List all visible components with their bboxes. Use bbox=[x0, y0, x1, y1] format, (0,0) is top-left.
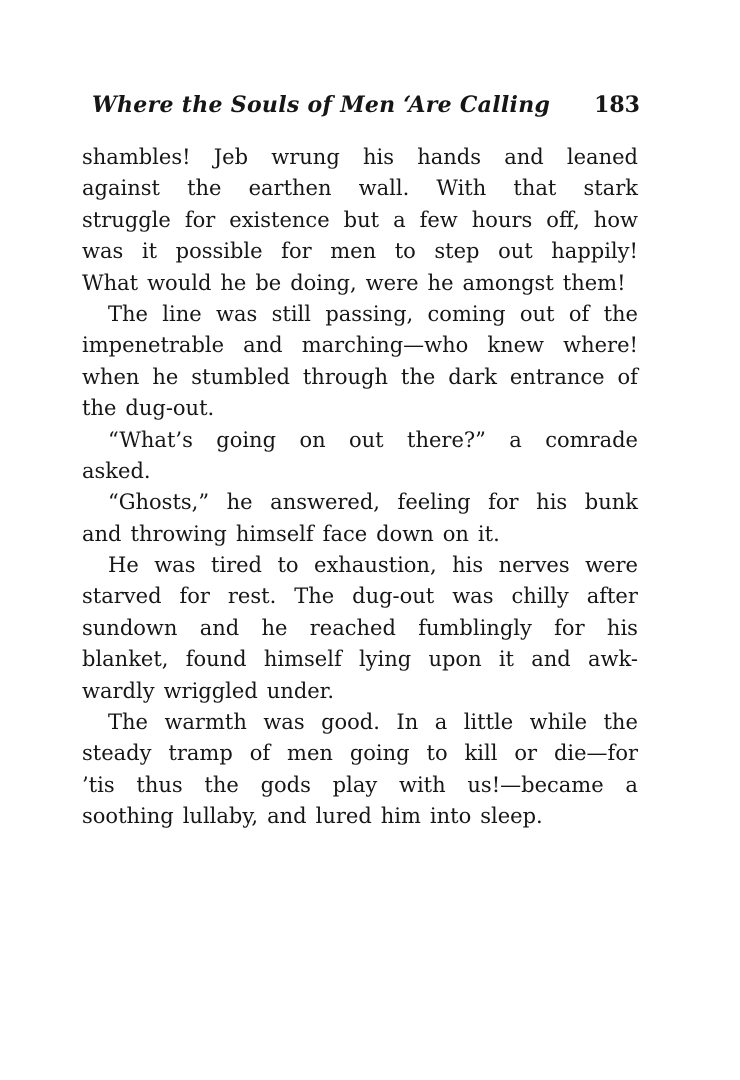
word: happily! bbox=[551, 239, 638, 264]
text-line bbox=[82, 707, 638, 738]
text-line bbox=[82, 738, 638, 769]
word: knew bbox=[487, 333, 545, 358]
word: amongst bbox=[462, 270, 554, 295]
word: it bbox=[498, 647, 514, 672]
word: going bbox=[216, 427, 277, 452]
word: stark bbox=[583, 176, 638, 201]
word: a bbox=[509, 427, 522, 452]
word: struggle bbox=[82, 207, 171, 232]
word: for bbox=[281, 239, 312, 264]
word: off, bbox=[546, 207, 580, 232]
word: the bbox=[187, 176, 222, 201]
word: What bbox=[82, 270, 139, 295]
word: step bbox=[434, 239, 480, 264]
word: was bbox=[263, 710, 305, 735]
word: of bbox=[249, 741, 271, 766]
word: impenetrable bbox=[82, 333, 225, 358]
word: down bbox=[376, 521, 434, 546]
word: passing, bbox=[325, 301, 414, 326]
word: face bbox=[322, 521, 368, 546]
word: nerves bbox=[498, 553, 570, 578]
word: throwing bbox=[130, 521, 227, 546]
word: “Ghosts,” bbox=[108, 490, 210, 515]
text-line bbox=[82, 770, 638, 801]
word: and bbox=[267, 804, 307, 829]
word: asked. bbox=[82, 458, 151, 483]
word: and bbox=[82, 521, 122, 546]
word: him bbox=[380, 804, 421, 829]
word: while bbox=[529, 710, 588, 735]
word: the bbox=[603, 710, 638, 735]
word: would bbox=[147, 270, 212, 295]
word: the bbox=[400, 364, 436, 389]
text-line bbox=[82, 613, 638, 644]
word: wriggled bbox=[163, 678, 258, 703]
word: leaned bbox=[566, 145, 638, 169]
word: his bbox=[536, 490, 568, 515]
word: warmth bbox=[164, 710, 247, 735]
text-line bbox=[82, 487, 638, 518]
text-line bbox=[82, 299, 638, 330]
word: but bbox=[343, 207, 380, 232]
word: men bbox=[330, 239, 377, 264]
word: he bbox=[261, 615, 288, 640]
word: soothing bbox=[82, 804, 174, 829]
word: a bbox=[434, 710, 448, 735]
word: was bbox=[82, 239, 124, 264]
word: there?” bbox=[407, 427, 486, 452]
word: lullaby, bbox=[182, 804, 259, 829]
word: The bbox=[108, 301, 148, 326]
word: lured bbox=[315, 804, 372, 829]
word: dark bbox=[448, 364, 497, 389]
word: doing, bbox=[290, 270, 357, 295]
word: reached bbox=[309, 615, 396, 640]
word: hands bbox=[417, 145, 481, 169]
word: them! bbox=[562, 270, 626, 295]
word: the bbox=[82, 396, 117, 421]
word: out bbox=[519, 301, 555, 326]
word: The bbox=[294, 584, 335, 609]
word: gods bbox=[260, 772, 311, 797]
word: existence bbox=[229, 207, 330, 232]
word: shambles! bbox=[82, 145, 191, 169]
word: out bbox=[349, 427, 384, 452]
word: steady bbox=[82, 741, 152, 766]
word: us!—became bbox=[467, 772, 604, 797]
word: going bbox=[349, 741, 410, 766]
word: himself bbox=[235, 521, 314, 546]
text-line bbox=[82, 393, 638, 424]
text-line bbox=[82, 456, 638, 487]
word: were bbox=[585, 553, 638, 578]
word: for bbox=[179, 584, 210, 609]
word: his bbox=[362, 145, 394, 169]
text-line bbox=[82, 330, 638, 361]
word: how bbox=[593, 207, 638, 232]
word: after bbox=[586, 584, 638, 609]
word: through bbox=[302, 364, 388, 389]
text-line bbox=[82, 676, 638, 707]
word: bunk bbox=[584, 490, 638, 515]
word: that bbox=[513, 176, 557, 201]
word: answered, bbox=[270, 490, 380, 515]
word: starved bbox=[82, 584, 162, 609]
text-line bbox=[82, 142, 638, 173]
word: tramp bbox=[168, 741, 233, 766]
running-head bbox=[82, 92, 638, 132]
word: blanket, bbox=[82, 647, 169, 672]
word: awk- bbox=[587, 647, 638, 672]
word: of bbox=[568, 301, 590, 326]
word: lying bbox=[358, 647, 412, 672]
word: was bbox=[154, 553, 196, 578]
word: against bbox=[82, 176, 160, 201]
word: for bbox=[488, 490, 519, 515]
word: to bbox=[277, 553, 299, 578]
page-number: 183 bbox=[594, 92, 640, 118]
word: play bbox=[332, 772, 378, 797]
text-line bbox=[82, 425, 638, 456]
word: it. bbox=[477, 521, 500, 546]
text-line bbox=[82, 644, 638, 675]
word: tired bbox=[210, 553, 263, 578]
word: was bbox=[216, 301, 258, 326]
word: when bbox=[82, 364, 140, 389]
word: were bbox=[365, 270, 419, 295]
word: stumbled bbox=[191, 364, 290, 389]
word: “What’s bbox=[108, 427, 193, 452]
word: for bbox=[554, 615, 585, 640]
word: the bbox=[204, 772, 239, 797]
word: into bbox=[429, 804, 472, 829]
word: out bbox=[498, 239, 533, 264]
word: with bbox=[398, 772, 446, 797]
word: In bbox=[396, 710, 419, 735]
word: the bbox=[603, 301, 638, 326]
word: rest. bbox=[227, 584, 277, 609]
text-line bbox=[82, 362, 638, 393]
word: wall. bbox=[358, 176, 410, 201]
word: feeling bbox=[397, 490, 471, 515]
word: for bbox=[184, 207, 216, 232]
word: wrung bbox=[271, 145, 340, 169]
word: or bbox=[514, 741, 538, 766]
word: under. bbox=[266, 678, 335, 703]
word: on bbox=[442, 521, 469, 546]
word: sleep. bbox=[480, 804, 543, 829]
word: earthen bbox=[248, 176, 332, 201]
text-line bbox=[82, 801, 638, 832]
word: dug-out. bbox=[125, 396, 215, 421]
text-line bbox=[82, 173, 638, 204]
word: upon bbox=[428, 647, 482, 672]
word: it bbox=[141, 239, 158, 264]
word: where! bbox=[563, 333, 638, 358]
book-page bbox=[82, 92, 638, 833]
word: he bbox=[220, 270, 247, 295]
word: coming bbox=[427, 301, 506, 326]
word: his bbox=[452, 553, 484, 578]
word: wardly bbox=[82, 678, 155, 703]
word: and bbox=[243, 333, 283, 358]
word: was bbox=[452, 584, 494, 609]
word: men bbox=[287, 741, 333, 766]
word: good. bbox=[321, 710, 380, 735]
word: be bbox=[255, 270, 282, 295]
word: die—for bbox=[553, 741, 638, 766]
word: he bbox=[427, 270, 454, 295]
word: of bbox=[617, 364, 638, 389]
word: few bbox=[419, 207, 458, 232]
text-line bbox=[82, 581, 638, 612]
word: The bbox=[108, 710, 148, 735]
word: and bbox=[531, 647, 571, 672]
word: and bbox=[199, 615, 240, 640]
word: entrance bbox=[509, 364, 605, 389]
word: and bbox=[504, 145, 544, 169]
word: dug-out bbox=[352, 584, 435, 609]
text-line bbox=[82, 205, 638, 236]
word: thus bbox=[136, 772, 183, 797]
word: found bbox=[185, 647, 247, 672]
body-text bbox=[82, 142, 638, 833]
word: fumblingly bbox=[418, 615, 532, 640]
word: he bbox=[152, 364, 179, 389]
word: Jeb bbox=[213, 145, 249, 169]
word: on bbox=[299, 427, 326, 452]
word: possible bbox=[175, 239, 263, 264]
word: to bbox=[394, 239, 416, 264]
word: line bbox=[162, 301, 202, 326]
running-title: Where the Souls of Men ʻAre Calling bbox=[92, 92, 551, 118]
word: himself bbox=[263, 647, 342, 672]
word: a bbox=[393, 207, 406, 232]
text-line bbox=[82, 268, 638, 299]
word: ’tis bbox=[82, 772, 115, 797]
text-line bbox=[82, 519, 638, 550]
word: a bbox=[625, 772, 638, 797]
word: exhaustion, bbox=[314, 553, 437, 578]
word: He bbox=[108, 553, 139, 578]
word: kill bbox=[464, 741, 498, 766]
text-line bbox=[82, 550, 638, 581]
word: little bbox=[463, 710, 514, 735]
word: hours bbox=[471, 207, 533, 232]
text-line bbox=[82, 236, 638, 267]
word: comrade bbox=[545, 427, 638, 452]
word: he bbox=[226, 490, 253, 515]
word: to bbox=[426, 741, 448, 766]
word: his bbox=[606, 615, 638, 640]
word: marching—who bbox=[301, 333, 469, 358]
word: still bbox=[271, 301, 311, 326]
word: With bbox=[436, 176, 487, 201]
word: chilly bbox=[511, 584, 569, 609]
word: sundown bbox=[82, 615, 178, 640]
